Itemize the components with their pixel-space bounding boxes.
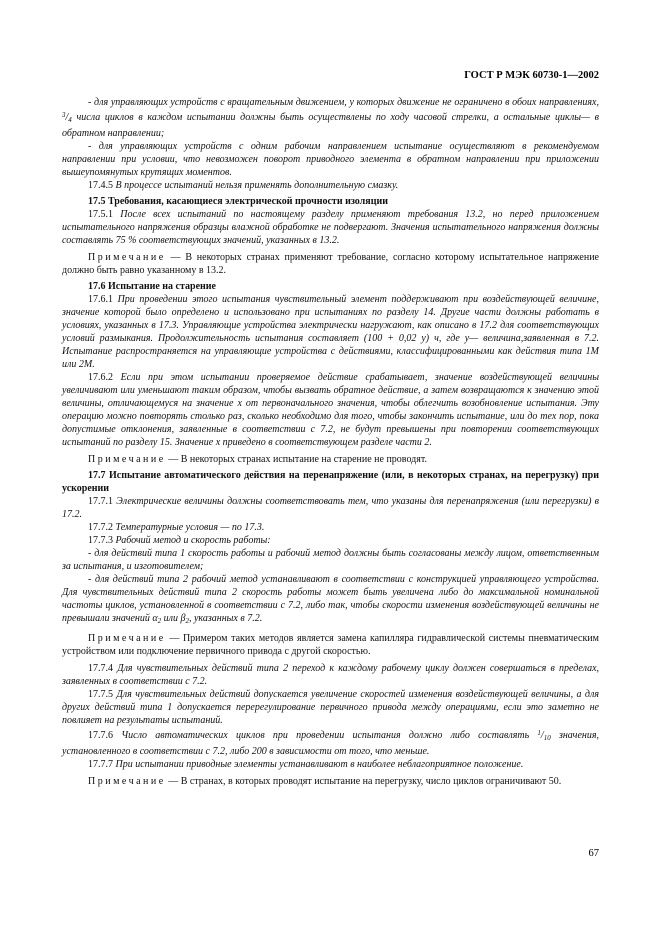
note-4: Примечание — В странах, в которых проводят испытание на перегрузку, число циклов ограничивают 50.	[88, 776, 562, 787]
paragraph-rotary-controls: - для управляющих устройств с вращательным движением, у которых движение не ограничено в обоих направлениях, $^3/_4$ числа циклов в каждом испытании должны быть осуществлены по ходу часовой стрелки, а остальные циклы— в обратном направлении;	[62, 97, 599, 139]
document-body	[62, 96, 599, 791]
clause-17-7-1: 17.7.1 Электрические величины должны соответствовать тем, что указаны для перенапряжения (или перегрузки) в 17.2.	[62, 496, 599, 520]
heading-17-5: 17.5 Требования, касающиеся электрической прочности изоляции	[88, 196, 388, 207]
clause-17-7-6: 17.7.6 Число автоматических циклов при проведении испытания должно либо составлять $^1/_{10}$ значения, установленного в соответствии с 7.2, либо 200 в зависимости от того, что меньше.	[62, 729, 599, 757]
paragraph-type-1: - для действий типа 1 скорость работы и рабочий метод должны быть согласованы между лицом, ответственным за испытания, и изготовителем;	[62, 548, 599, 572]
clause-17-7-5: 17.7.5 Для чувствительных действий допускается увеличение скоростей изменения воздействующей величины, а для других действий типа 1 допускается перерегулирование первичного привода между операциями, если это заметно не повлияет на результаты испытаний.	[62, 689, 600, 726]
clause-17-7-3: 17.7.3 Рабочий метод и скорость работы:	[88, 535, 271, 546]
clause-17-6-2: 17.6.2 Если при этом испытании проверяемое действие срабатывает, значение воздействующей величины увеличивают или уменьшают таким образом, чтобы вызвать обратное действие, а затем возвращаются к значению этой величины, отличающемуся на значение x от первоначального значения, чтобы облегчить возобновление испытания. Эту операцию можно повторять столько раз, сколько необходимо для того, чтобы закончить испытание, или до тех пор, пока допустимые отклонения, заявленные в соответствии с 7.2, не будут превышены при повторении соответствующих испытаний по разделу 15. Значение x приведено в соответствующем разделе части 2.	[62, 372, 599, 448]
clause-17-5-1: 17.5.1 После всех испытаний по настоящему разделу применяют требования 13.2, но перед приложением испытательного напряжения образцы влажной обработке не подвергают. Значения испытательного напряжения должны составлять 75 % соответствующих значений, указанных в 13.2.	[62, 209, 599, 246]
standard-header: ГОСТ Р МЭК 60730-1—2002	[464, 70, 599, 81]
heading-17-7: 17.7 Испытание автоматического действия на перенапряжение (или, в некоторых странах, на перегрузку) при ускорении	[62, 470, 599, 494]
clause-17-7-7: 17.7.7 При испытании приводные элементы устанавливают в наиболее неблагоприятное положение.	[88, 759, 524, 770]
clause-17-7-2: 17.7.2 Температурные условия — по 17.3.	[88, 522, 265, 533]
page-number: 67	[588, 848, 599, 859]
note-1: Примечание — В некоторых странах применяют требование, согласно которому испытательное напряжение должно быть равно указанному в 13.2.	[62, 252, 599, 276]
heading-17-6: 17.6 Испытание на старение	[88, 281, 216, 292]
clause-17-6-1: 17.6.1 При проведении этого испытания чувствительный элемент поддерживают при воздействующей величине, значение которой было определено и использовано при испытаниях по разделу 14. Другие части должны работать в условиях, указанных в 17.3. Управляющие устройства электрически нагружают, как описано в 17.2 для соответствующих условий размыкания. Продолжительность испытания составляет (100 + 0,02 y) ч, где y— величина,заявленная в 7.2. Испытание распространяется на управляющие устройства с действиями, классифицированными как действия типа 1M или 2M.	[62, 294, 599, 370]
note-2: Примечание — В некоторых странах испытание на старение не проводят.	[88, 454, 427, 465]
paragraph-type-2: - для действий типа 2 рабочий метод устанавливают в соответствии с конструкцией управляющего устройства. Для чувствительных действий типа 2 скорость работы может быть увеличена либо до максимальной номинальной частоты циклов, установленной в соответствии с 7.2, либо так, чтобы скорости изменения воздействующей величины не превышали значений $\alpha_2$ или $\beta_2$, указанных в 7.2.	[62, 574, 599, 625]
clause-17-7-4: 17.7.4 Для чувствительных действий типа 2 переход к каждому рабочему циклу должен совершаться в пределах, заявленных в соответствии с 7.2.	[62, 663, 600, 687]
clause-17-4-5: 17.4.5 В процессе испытаний нельзя применять дополнительную смазку.	[88, 180, 399, 191]
note-3: Примечание — Примером таких методов является замена капилляра гидравлической системы пневматическим устройством или подключение первичного привода с другой скоростью.	[62, 633, 599, 657]
paragraph-single-direction: - для управляющих устройств с одним рабочим направлением испытание осуществляют в рекомендуемом направлении при условии, что невозможен поворот приводного элемента в обратном направлении при приложении вышеупомянутых крутящих моментов.	[62, 141, 599, 178]
